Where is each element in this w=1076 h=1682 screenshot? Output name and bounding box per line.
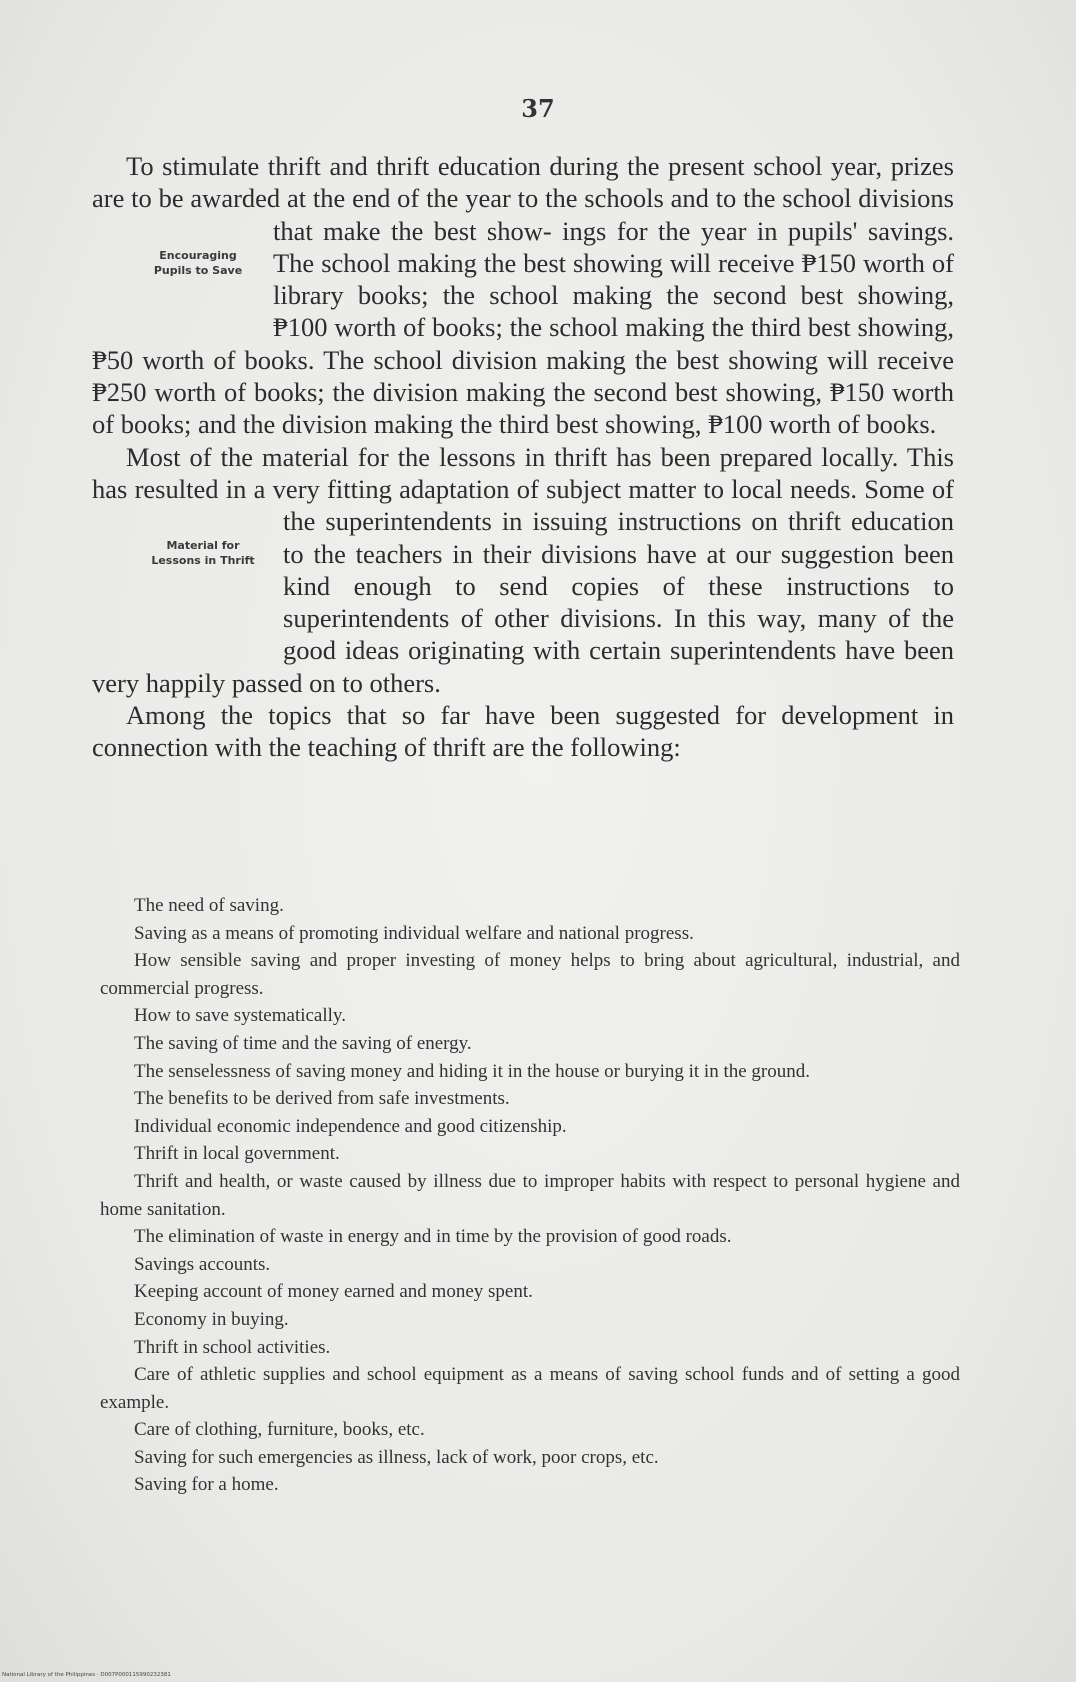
paragraph-prizes: [92, 150, 954, 441]
paragraph-material-rest: issuing instructions on thrift education to the teachers in their divisions have at our suggestion been kind enough to send copies of these instructions to superintendents of other divisions. In this way, many of the good ideas originating with certain superintendents have been very happily passed on to others.: [92, 506, 955, 698]
paragraph-prizes-start: To stimulate thrift and thrift education during the present school year, prizes are to be awarded at the end of the year to the schools and to the school divisions that make the best show-: [92, 151, 954, 246]
list-item: The elimination of waste in energy and in time by the provision of good roads.: [134, 1226, 732, 1248]
paragraph-prizes-rest: ings for the year in pupils' savings. The school making the best showing will receive ₱150 worth of library books; the school making the second best showing, ₱100 worth of books; the school making the third best showing, ₱50 worth of books. The school division making the best showing will receive ₱250 worth of books; the division making the second best showing, ₱150 worth of books; and the division making the third best showing, ₱100 worth of books.: [92, 215, 955, 440]
archive-footer: National Library of the Philippines · D007P000115990232381: [2, 1672, 171, 1678]
page-number: 37: [521, 94, 555, 123]
margin-note-material-lessons: [89, 505, 283, 636]
list-item: Savings accounts.: [134, 1253, 271, 1275]
margin-note-encouraging-pupils: [89, 215, 273, 344]
list-item: How to save systematically.: [134, 1005, 346, 1027]
list-item: Saving for such emergencies as illness, lack of work, poor crops, etc.: [134, 1446, 659, 1468]
list-item: The saving of time and the saving of energy.: [134, 1032, 472, 1054]
list-item: Economy in buying.: [134, 1308, 289, 1330]
list-item: Saving for a home.: [134, 1474, 279, 1496]
list-item: How sensible saving and proper investing of money helps to bring about agricultural, industrial, and commercial progress.: [100, 950, 960, 999]
list-item: Thrift in school activities.: [134, 1336, 331, 1358]
margin-note-line: Lessons in Thrift: [151, 554, 255, 568]
body-text: [92, 150, 954, 764]
list-item: Care of athletic supplies and school equipment as a means of saving school funds and of setting a good example.: [100, 1364, 960, 1413]
paragraph-material: [92, 441, 954, 699]
list-item: Saving as a means of promoting individual welfare and national progress.: [134, 922, 694, 944]
list-item: Care of clothing, furniture, books, etc.: [134, 1419, 425, 1441]
margin-note-line: Encouraging: [159, 248, 237, 262]
margin-note-line: Pupils to Save: [153, 263, 243, 277]
list-item: Individual economic independence and good citizenship.: [134, 1115, 567, 1137]
list-item: The benefits to be derived from safe investments.: [134, 1088, 510, 1110]
list-item: Keeping account of money earned and money spent.: [134, 1281, 533, 1303]
paragraph-topics-intro: Among the topics that so far have been suggested for development in connection with the teaching of thrift are the following:: [92, 700, 954, 763]
list-item: The senselessness of saving money and hiding it in the house or burying it in the ground.: [134, 1060, 810, 1082]
list-item: The need of saving.: [134, 895, 284, 916]
list-item: Thrift in local government.: [134, 1143, 340, 1165]
topics-list: [100, 892, 960, 1499]
paragraph-material-start: Most of the material for the lessons in thrift has been prepared locally. This has resulted in a very fitting adaptation of subject matter to local needs. Some of the superintendents in: [92, 441, 954, 537]
margin-note-line: Material for: [166, 539, 240, 553]
list-item: Thrift and health, or waste caused by illness due to improper habits with respect to personal hygiene and home sanitation.: [100, 1170, 960, 1220]
